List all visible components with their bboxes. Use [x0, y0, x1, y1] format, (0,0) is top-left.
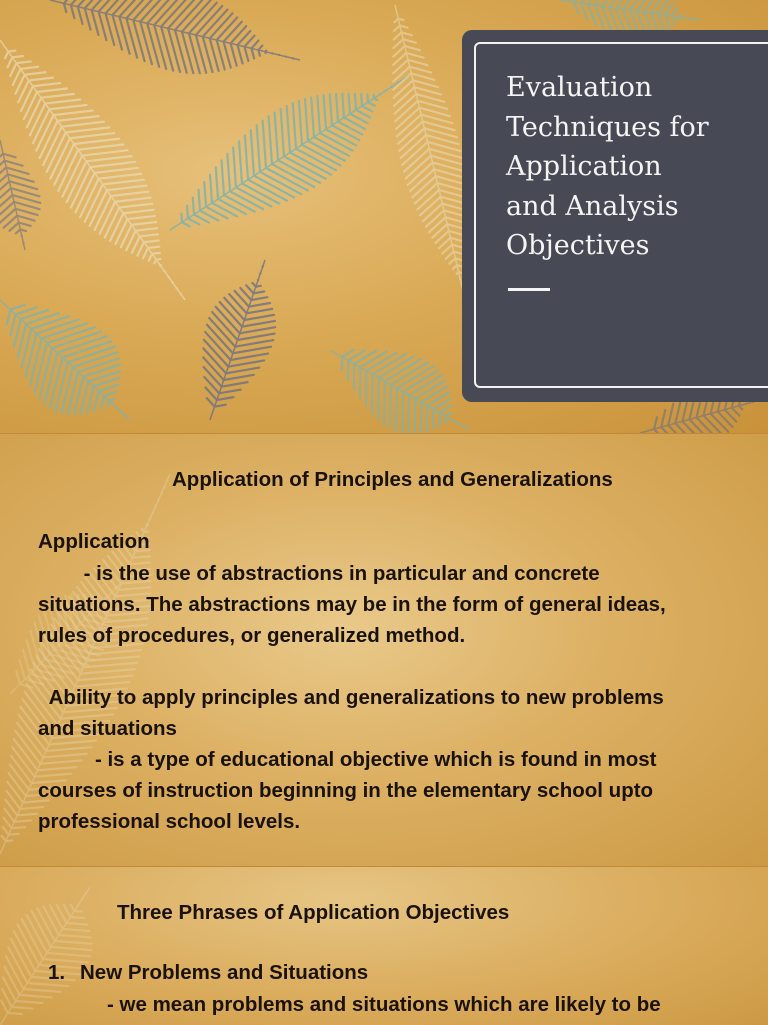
application-slide [0, 433, 768, 867]
phrases-slide [0, 866, 768, 1025]
title-underline [508, 288, 550, 291]
title-slide [0, 0, 768, 433]
definition-line: professional school levels. [38, 806, 300, 837]
title-panel [462, 30, 768, 402]
feather-icon [0, 300, 130, 420]
definition-line: rules of procedures, or generalized method. [38, 620, 465, 651]
definition-line: - is the use of abstractions in particular and concrete [38, 558, 600, 589]
feather-icon [0, 140, 40, 250]
list-item-text: - we mean problems and situations which are likely to be [107, 989, 661, 1020]
slide-heading: Application of Principles and Generalizations [172, 464, 613, 495]
feather-icon [0, 40, 185, 300]
feather-icon [50, 0, 300, 73]
term-application: Application [38, 526, 150, 557]
list-item-title: New Problems and Situations [80, 957, 368, 988]
feather-icon [330, 350, 470, 433]
feather-icon [203, 260, 275, 420]
feather-icon [393, 5, 470, 320]
definition-line: - is a type of educational objective which is found in most [38, 744, 657, 775]
definition-line: courses of instruction beginning in the elementary school upto [38, 775, 653, 806]
term-ability: and situations [38, 713, 177, 744]
definition-line: situations. The abstractions may be in the form of general ideas, [38, 589, 666, 620]
list-number: 1. [48, 957, 65, 988]
slide-heading: Three Phrases of Application Objectives [117, 897, 509, 928]
term-ability: Ability to apply principles and generalizations to new problems [38, 682, 664, 713]
slide-title: Evaluation Techniques for Application and Analysis Objectives [506, 68, 756, 266]
feather-icon [0, 887, 92, 1025]
feather-icon [170, 75, 410, 230]
